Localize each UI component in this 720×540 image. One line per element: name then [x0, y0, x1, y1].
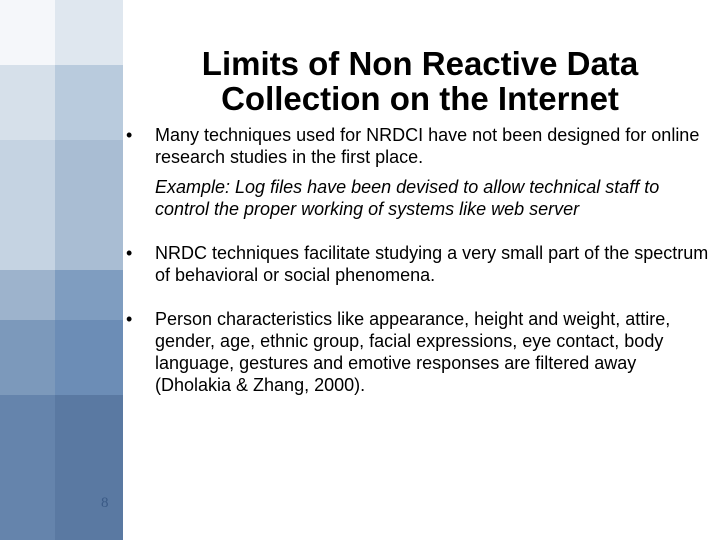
bullet-text: NRDC techniques facilitate studying a very small part of the spectrum of behavioral or social phenomena. [155, 243, 709, 285]
bullet-marker: • [126, 243, 133, 263]
title-line-1: Limits of Non Reactive Data [201, 45, 639, 82]
bullet-text: Person characteristics like appearance, height and weight, attire, gender, age, ethnic group, facial expressions, eye contact, body language, gestures and emotive responses are filtered away (Dholakia & Zhang, 2000). [155, 309, 671, 395]
sidebar-tile [55, 320, 123, 395]
sidebar-tile [55, 140, 123, 270]
sidebar-tile [0, 270, 55, 320]
sidebar-tile [0, 0, 55, 65]
sidebar-tile [55, 395, 123, 540]
sidebar-tile [0, 65, 55, 140]
sidebar-tile [0, 140, 55, 270]
sidebar-tile [0, 395, 55, 540]
slide-title [130, 46, 710, 116]
bullet-item [126, 124, 711, 220]
decorative-sidebar [0, 0, 123, 540]
bullet-example: Example: Log files have been devised to allow technical staff to control the proper working of systems like web server [155, 177, 660, 219]
title-line-2: Collection on the Internet [221, 80, 619, 117]
sidebar-tile [55, 0, 123, 65]
bullet-marker: • [126, 309, 133, 329]
bullet-text: Many techniques used for NRDCI have not been designed for online research studies in the first place. [155, 125, 700, 167]
sidebar-tile [0, 320, 55, 395]
bullet-item [126, 242, 711, 286]
sidebar-tile [55, 270, 123, 320]
bullet-item [126, 308, 711, 396]
sidebar-tile [55, 65, 123, 140]
bullet-list [126, 124, 711, 396]
slide-number: 8 [101, 495, 109, 511]
bullet-marker: • [126, 125, 133, 145]
